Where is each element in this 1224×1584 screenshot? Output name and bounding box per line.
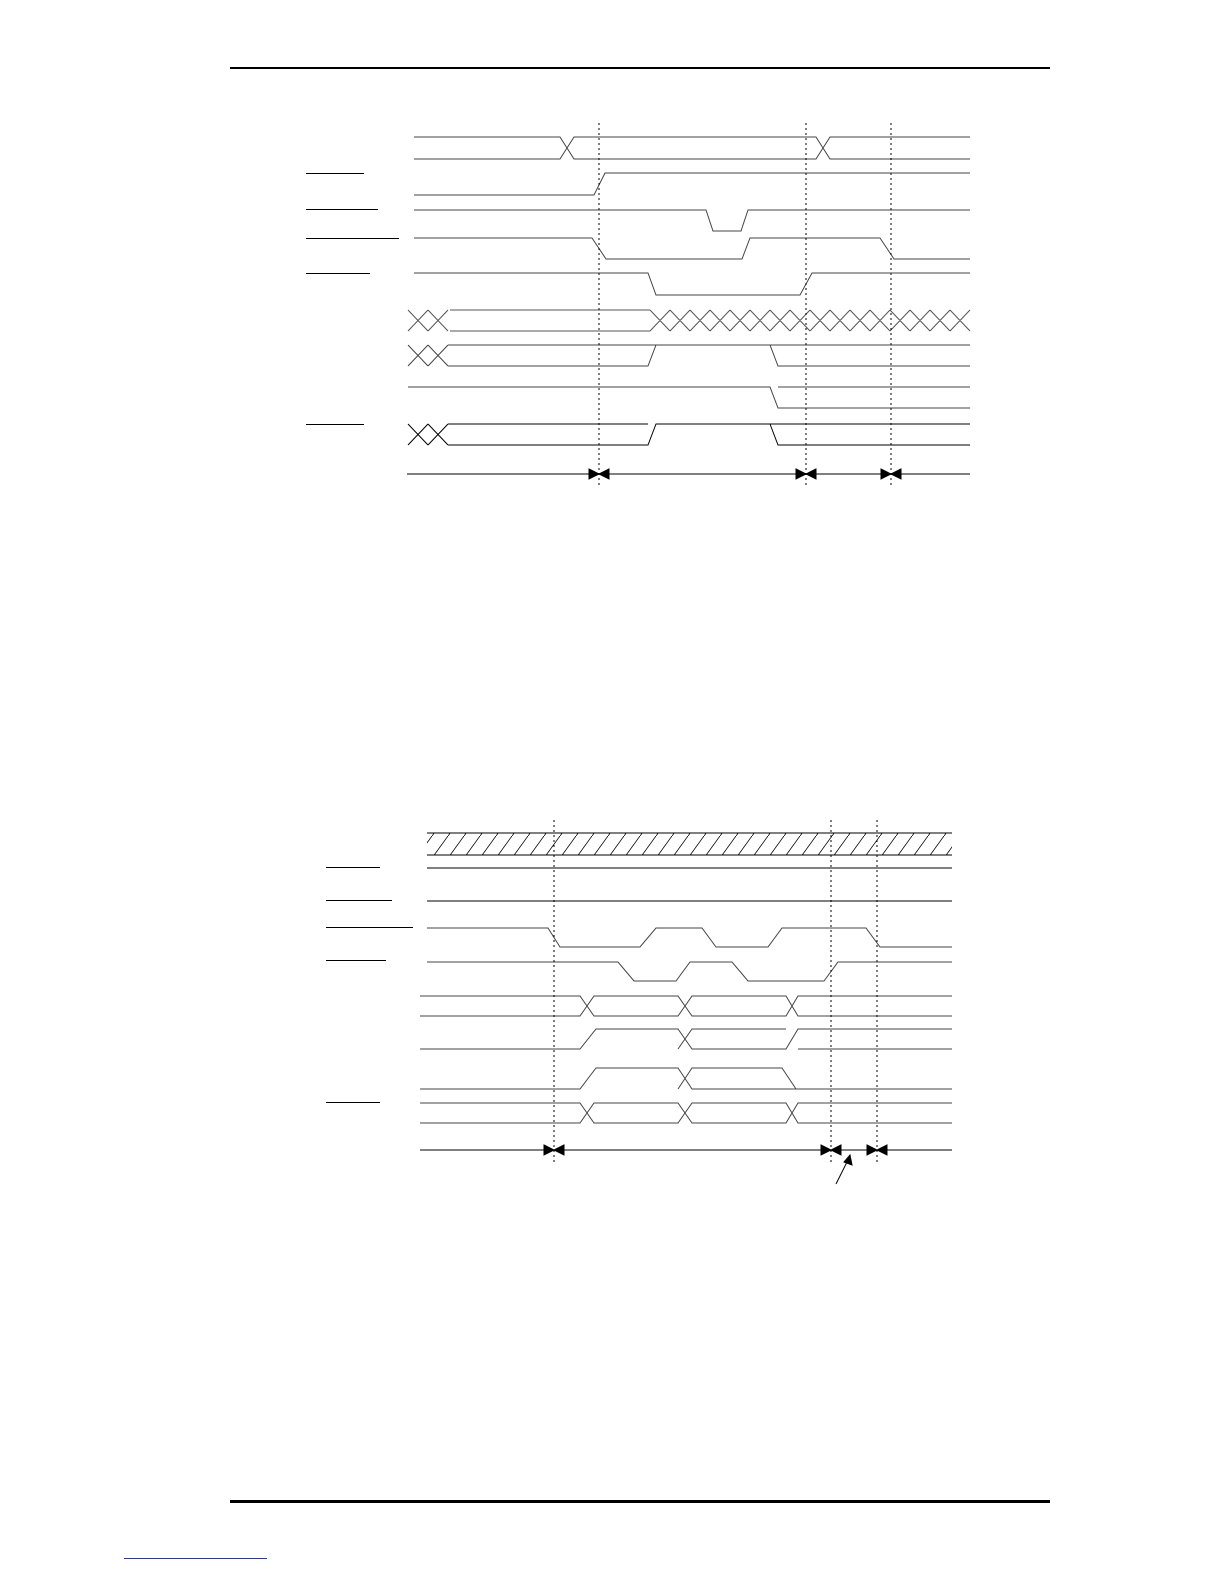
d1-signal-row-9 <box>408 424 970 445</box>
d1-arrow-2b <box>806 469 816 479</box>
d2-signal-row-5 <box>427 962 952 981</box>
d2-time-axis <box>420 1145 952 1155</box>
d1-signal-row-4 <box>414 238 970 259</box>
d2-arrow-3a <box>867 1145 877 1155</box>
d1-signal-row-5 <box>414 273 970 295</box>
d1-signal-row-7 <box>408 345 970 366</box>
d1-signal-row-6 <box>408 310 970 331</box>
d2-signal-row-1 <box>427 833 952 855</box>
footer-rule <box>230 1500 1050 1503</box>
timing-diagram-1 <box>407 123 970 485</box>
d2-signal-row-4 <box>427 928 952 947</box>
d2-arrow-1a <box>544 1145 554 1155</box>
d1-arrow-1a <box>589 469 599 479</box>
d1-signal-row-2 <box>414 173 970 195</box>
d1-arrow-1b <box>599 469 609 479</box>
d1-signal-row-8 <box>408 387 970 408</box>
d1-signal-row-3 <box>414 210 970 231</box>
d2-arrow-3b <box>877 1145 887 1155</box>
d2-signal-row-9 <box>420 1103 952 1123</box>
footer-link[interactable] <box>124 1558 267 1559</box>
d1-arrow-3a <box>881 469 891 479</box>
d1-time-axis <box>407 469 970 479</box>
d2-signal-row-6 <box>420 996 952 1016</box>
d2-signal-row-7 <box>420 1029 952 1049</box>
d1-signal-row-1 <box>414 137 970 159</box>
d2-arrow-1b <box>554 1145 564 1155</box>
d2-arrow-2a <box>821 1145 831 1155</box>
d2-arrow-2b <box>831 1145 841 1155</box>
d1-arrow-3b <box>891 469 901 479</box>
d2-signal-row-8 <box>420 1068 952 1089</box>
d2-reference-lines <box>554 820 877 1162</box>
timing-diagram-2 <box>420 820 952 1184</box>
d1-arrow-2a <box>796 469 806 479</box>
d1-reference-lines <box>599 123 891 485</box>
d2-callout-arrow <box>836 1155 852 1184</box>
